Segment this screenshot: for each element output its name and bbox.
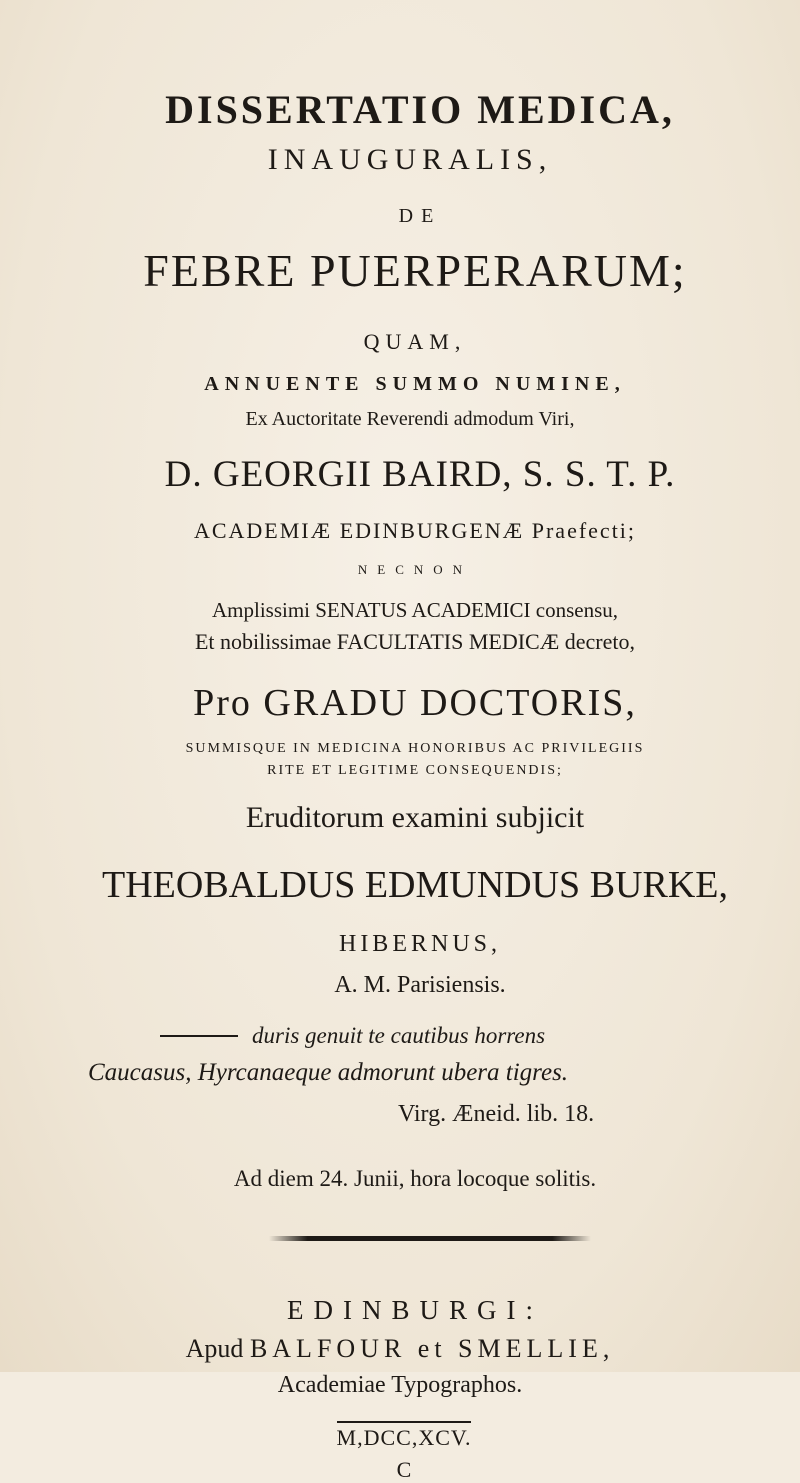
divider-rule	[269, 1236, 591, 1241]
summisque-line: SUMMISQUE IN MEDICINA HONORIBUS AC PRIVILEGIIS	[185, 741, 645, 756]
epigraph-source: Virg. Æneid. lib. 18.	[398, 1101, 595, 1127]
gradu-line: Pro GRADU DOCTORIS,	[193, 682, 637, 724]
epigraph-text-1: duris genuit te cautibus horrens	[252, 1023, 546, 1048]
imprint-apud: Apud	[185, 1334, 244, 1363]
facultatis-line: Et nobilissimae FACULTATIS MEDICÆ decreto,	[194, 629, 636, 654]
rite-line: RITE ET LEGITIME CONSEQUENDIS;	[267, 763, 563, 778]
title-line-1: DISSERTATIO MEDICA,	[165, 87, 675, 132]
academiae-line: ACADEMIÆ EDINBURGENÆ Praefecti;	[193, 518, 637, 543]
epigraph-dash	[160, 1035, 238, 1037]
hibernus-line: HIBERNUS,	[338, 931, 501, 957]
imprint-city: EDINBURGI:	[287, 1295, 543, 1325]
senatus-line: Amplissimi SENATUS ACADEMICI consensu,	[211, 598, 619, 622]
epigraph-line-2: Caucasus, Hyrcanaeque admorunt ubera tigres.	[88, 1059, 569, 1086]
title-line-3: DE	[398, 205, 442, 227]
author-name: THEOBALDUS EDMUNDUS BURKE,	[102, 864, 728, 906]
president-name: D. GEORGII BAIRD, S. S. T. P.	[164, 454, 676, 495]
quam-line: QUAM,	[363, 329, 467, 354]
imprint-year-line	[8, 1425, 800, 1451]
annuente-line: ANNUENTE SUMMO NUMINE,	[204, 373, 626, 395]
imprint-year: M,DCC,XCV.	[337, 1421, 472, 1450]
defense-date: Ad diem 24. Junii, hora locoque solitis.	[233, 1166, 597, 1191]
signature-mark: C	[396, 1457, 412, 1482]
imprint-printers: BALFOUR et SMELLIE,	[249, 1334, 615, 1363]
epigraph	[0, 1023, 800, 1128]
epigraph-line-1	[160, 1023, 800, 1049]
eruditorum-line: Eruditorum examini subjicit	[245, 801, 585, 834]
auctoritate-line: Ex Auctoritate Reverendi admodum Viri,	[245, 408, 575, 430]
main-subject: FEBRE PUERPERARUM;	[143, 245, 687, 296]
degree-line: A. M. Parisiensis.	[334, 972, 506, 998]
necnon-line: NECNON	[357, 562, 473, 577]
title-line-2: INAUGURALIS,	[267, 143, 553, 176]
imprint-printers-line	[0, 1334, 800, 1364]
imprint-academiae: Academiae Typographos.	[277, 1372, 523, 1398]
